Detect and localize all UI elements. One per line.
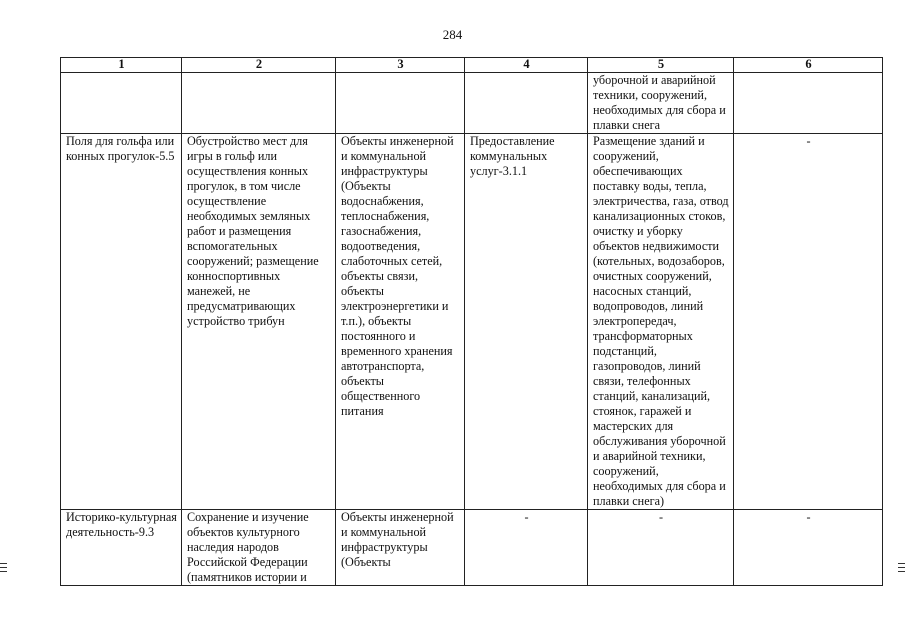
table-cell: - xyxy=(734,134,883,510)
table-cell xyxy=(336,73,465,134)
table-cell xyxy=(465,73,588,134)
scan-margin-mark xyxy=(0,567,7,568)
column-header: 2 xyxy=(182,58,336,73)
scan-margin-mark xyxy=(898,571,905,572)
column-header: 6 xyxy=(734,58,883,73)
table-cell: - xyxy=(588,510,734,586)
table-row xyxy=(61,510,883,586)
table-cell xyxy=(61,73,182,134)
scan-margin-mark xyxy=(898,563,905,564)
table-cell: Поля для гольфа или конных прогулок-5.5 xyxy=(61,134,182,510)
table-row xyxy=(61,73,883,134)
table-cell: Историко-культурная деятельность-9.3 xyxy=(61,510,182,586)
table-cell: Объекты инженерной и коммунальной инфраструктуры (Объекты водоснабжения, теплоснабжения, газоснабжения, водоотведения, слаботочных сетей, объекты связи, объекты электроэнергетики и т.п.), объекты постоянного и временного хранения автотранспорта, объекты общественного питания xyxy=(336,134,465,510)
table-cell: Обустройство мест для игры в гольф или осуществления конных прогулок, в том числе осуществление необходимых земляных работ и размещения вспомогательных сооружений; размещение конноспортивных манежей, не предусматривающих устройство трибун xyxy=(182,134,336,510)
column-header: 1 xyxy=(61,58,182,73)
table-cell: Объекты инженерной и коммунальной инфраструктуры (Объекты xyxy=(336,510,465,586)
scan-margin-mark xyxy=(898,567,905,568)
table-cell: - xyxy=(465,510,588,586)
table-cell: Предоставление коммунальных услуг-3.1.1 xyxy=(465,134,588,510)
table-header-row xyxy=(61,58,883,73)
column-header: 4 xyxy=(465,58,588,73)
table-cell: Сохранение и изучение объектов культурного наследия народов Российской Федерации (памятников истории и xyxy=(182,510,336,586)
scan-margin-mark xyxy=(0,563,7,564)
column-header: 5 xyxy=(588,58,734,73)
table-cell xyxy=(734,73,883,134)
table-cell: уборочной и аварийной техники, сооружений, необходимых для сбора и плавки снега xyxy=(588,73,734,134)
table-row xyxy=(61,134,883,510)
page-number: 284 xyxy=(442,27,463,42)
table-cell xyxy=(182,73,336,134)
scan-margin-mark xyxy=(0,571,7,572)
table-cell: - xyxy=(734,510,883,586)
table-cell: Размещение зданий и сооружений, обеспечивающих поставку воды, тепла, электричества, газа, отвод канализационных стоков, очистку и уборку объектов недвижимости (котельных, водозаборов, очистных сооружений, насосных станций, водопроводов, линий электропередач, трансформаторных подстанций, газопроводов, линий связи, телефонных станций, канализаций, стоянок, гаражей и мастерских для обслуживания уборочной и аварийной техники, сооружений, необходимых для сбора и плавки снега) xyxy=(588,134,734,510)
land-use-table xyxy=(60,57,883,586)
column-header: 3 xyxy=(336,58,465,73)
